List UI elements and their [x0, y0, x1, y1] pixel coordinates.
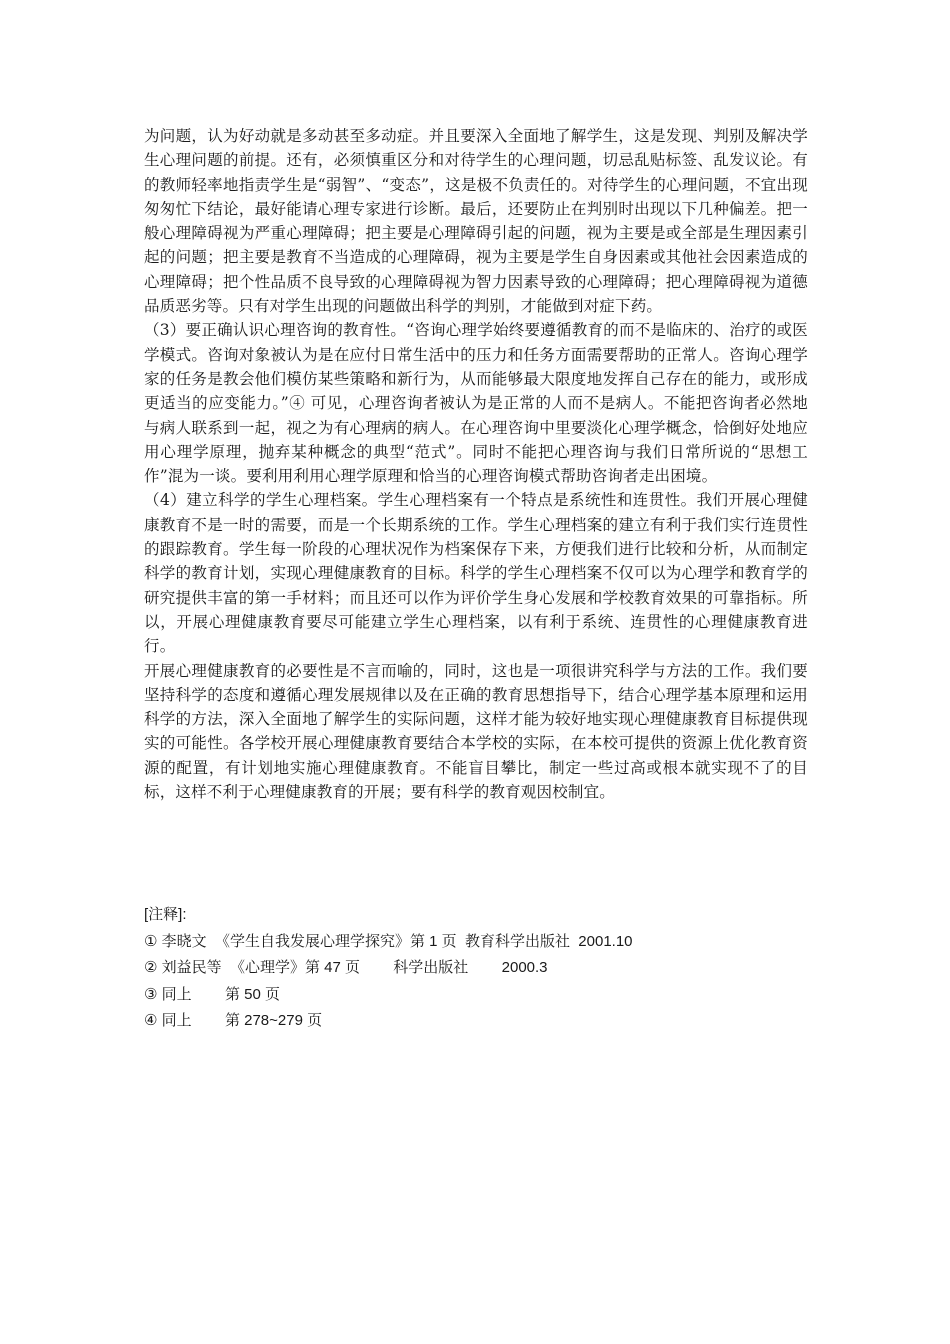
paragraph-records: （4）建立科学的学生心理档案。学生心理档案有一个特点是系统性和连贯性。我们开展心理健康教育不是一时的需要，而是一个长期系统的工作。学生心理档案的建立有利于我们实行连贯性的跟踪教育。学生每一阶段的心理状况作为档案保存下来，方便我们进行比较和分析，从而制定科学的教育计划，实现心理健康教育的目标。科学的学生心理档案不仅可以为心理学和教育学的研究提供丰富的第一手材料；而且还可以作为评价学生身心发展和学校教育效果的可靠指标。所以，开展心理健康教育要尽可能建立学生心理档案，以有利于系统、连贯性的心理健康教育进行。	[144, 491, 808, 656]
note-item-2: ② 刘益民等 《心理学》第 47 页 科学出版社 2000.3	[144, 959, 548, 976]
paragraph-counseling: （3）要正确认识心理咨询的教育性。“咨询心理学始终要遵循教育的而不是临床的、治疗的或医学模式。咨询对象被认为是在应付日常生活中的压力和任务方面需要帮助的正常人。咨询心理学家的任务是教会他们模仿某些策略和新行为，从而能够最大限度地发挥自己存在的能力，或形成更适当的应变能力。”④ 可见，心理咨询者被认为是正常的人而不是病人。不能把咨询者必然地与病人联系到一起，视之为有心理病的病人。在心理咨询中里要淡化心理学概念，恰倒好处地应用心理学原理，抛弃某种概念的典型“范式”。同时不能把心理咨询与我们日常所说的“思想工作”混为一谈。要利用利用心理学原理和恰当的心理咨询模式帮助咨询者走出困境。	[144, 321, 808, 486]
note-item-1: ① 李晓文 《学生自我发展心理学探究》第 1 页 教育科学出版社 2001.10	[144, 932, 633, 950]
document-body	[144, 124, 808, 804]
paragraph-diagnosis: 为问题，认为好动就是多动甚至多动症。并且要深入全面地了解学生，这是发现、判别及解决学生心理问题的前提。还有，必须慎重区分和对待学生的心理问题，切忌乱贴标签、乱发议论。有的教师轻率地指责学生是“弱智”、“变态”，这是极不负责任的。对待学生的心理问题，不宜出现匆匆忙下结论，最好能请心理专家进行诊断。最后，还要防止在判别时出现以下几种偏差。把一般心理障碍视为严重心理障碍；把主要是心理障碍引起的问题，视为主要是或全部是生理因素引起的问题；把主要是教育不当造成的心理障碍，视为主要是学生自身因素或其他社会因素造成的心理障碍；把个性品质不良导致的心理障碍视为智力因素导致的心理障碍；把心理障碍视为道德品质恶劣等。只有对学生出现的问题做出科学的判别，才能做到对症下药。	[144, 127, 808, 316]
notes-section	[144, 902, 808, 1035]
note-item-4: ④ 同上 第 278~279 页	[144, 1012, 323, 1029]
note-item-3: ③ 同上 第 50 页	[144, 985, 280, 1003]
paragraph-conclusion: 开展心理健康教育的必要性是不言而喻的，同时，这也是一项很讲究科学与方法的工作。我们要坚持科学的态度和遵循心理发展规律以及在正确的教育思想指导下，结合心理学基本原理和运用科学的方法，深入全面地了解学生的实际问题，这样才能为较好地实现心理健康教育目标提供现实的可能性。各学校开展心理健康教育要结合本学校的实际，在本校可提供的资源上优化教育资源的配置，有计划地实施心理健康教育。不能盲目攀比，制定一些过高或根本就实现不了的目标，这样不利于心理健康教育的开展；要有科学的教育观因校制宜。	[144, 661, 808, 802]
notes-heading: [注释]:	[144, 906, 187, 923]
